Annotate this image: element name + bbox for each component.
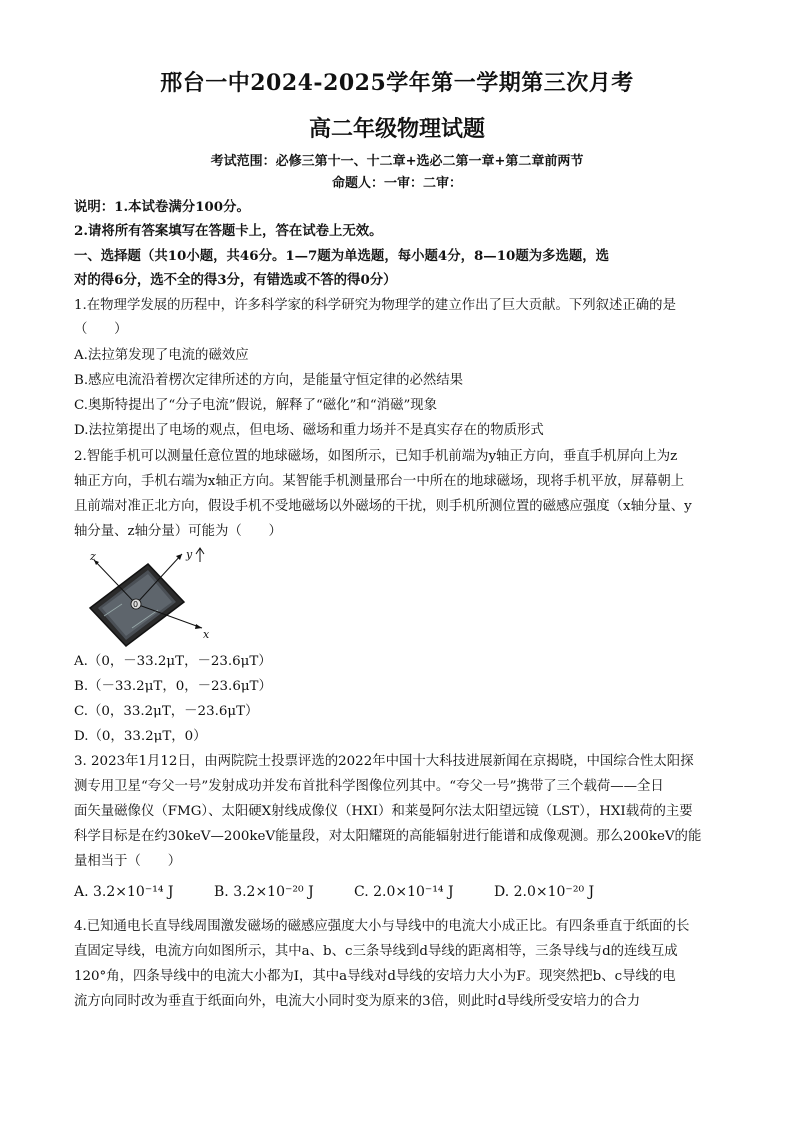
- q2-option-c: C.（0，33.2μT，－23.6μT）: [74, 704, 259, 719]
- q2-stem-line-3: 且前端对准正北方向，假设手机不受地磁场以外磁场的干扰，则手机所测位置的磁感应强度（x轴分量、y: [74, 499, 692, 514]
- q4-stem-line-2: 直固定导线，电流方向如图所示，其中a、b、c三条导线到d导线的距离相等，三条导线与d的连线互成: [74, 944, 678, 959]
- q3-stem-line-4: 科学目标是在约30keV—200keV能量段，对太阳耀斑的高能辐射进行能谱和成像观测。那么200keV的能: [74, 829, 702, 844]
- exam-scope: 考试范围：必修三第十一、十二章+选必二第一章+第二章前两节: [210, 154, 584, 169]
- q1-option-a: A.法拉第发现了电流的磁效应: [74, 348, 249, 363]
- q4-stem-line-3: 120°角，四条导线中的电流大小都为I，其中a导线对d导线的安培力大小为F。现突然把b、c导线的电: [74, 969, 676, 984]
- q3-stem-line-5: 量相当于（ ）: [74, 854, 182, 869]
- q4-stem-line-1: 4.已知通电长直导线周围激发磁场的磁感应强度大小与导线中的电流大小成正比。有四条垂直于纸面的长: [74, 919, 690, 934]
- q1-option-c: C.奥斯特提出了“分子电流”假说，解释了“磁化”和“消磁”现象: [74, 398, 438, 413]
- q2-option-a: A.（0，－33.2μT，－23.6μT）: [74, 654, 272, 669]
- q2-option-b: B.（－33.2μT，0，－23.6μT）: [74, 679, 272, 694]
- exam-subtitle: 高二年级物理试题: [308, 116, 485, 142]
- q3-option-d: D. 2.0×10⁻²⁰ J: [494, 884, 595, 900]
- x-axis-label: x: [203, 628, 210, 641]
- note-1: 说明：1.本试卷满分100分。: [74, 199, 250, 215]
- q2-stem-line-2: 轴正方向，手机右端为x轴正方向。某智能手机测量邢台一中所在的地球磁场，现将手机平放，屏幕朝上: [74, 474, 685, 489]
- north-arrow-icon: [196, 548, 204, 562]
- note-2: 2.请将所有答案填写在答题卡上，答在试卷上无效。: [74, 223, 383, 239]
- q3-option-b: B. 3.2×10⁻²⁰ J: [214, 884, 314, 900]
- q3-stem-line-1: 3. 2023年1月12日，由两院院士投票评选的2022年中国十大科技进展新闻在京揭晓，中国综合性太阳探: [74, 754, 694, 769]
- q3-stem-line-2: 测专用卫星“夸父一号”发射成功并发布首批科学图像位列其中。“夸父一号”携带了三个载荷——全日: [74, 779, 664, 794]
- z-axis-label: z: [90, 550, 96, 563]
- phone-axes-figure: [82, 546, 212, 650]
- q2-option-d: D.（0，33.2μT，0）: [74, 729, 207, 744]
- q2-stem-line-1: 2.智能手机可以测量任意位置的地球磁场，如图所示，已知手机前端为y轴正方向，垂直手机屏向上为z: [74, 449, 678, 464]
- q4-stem-line-4: 流方向同时改为垂直于纸面向外，电流大小同时变为原来的3倍，则此时d导线所受安培力的合力: [74, 994, 641, 1009]
- section-heading-line-2: 对的得6分，选不全的得3分，有错选或不答的得0分）: [74, 272, 397, 288]
- q1-option-b: B.感应电流沿着楞次定律所述的方向，是能量守恒定律的必然结果: [74, 373, 464, 388]
- exam-title: 邢台一中2024-2025学年第一学期第三次月考: [160, 70, 634, 96]
- q2-stem-line-4: 轴分量、z轴分量）可能为（ ）: [74, 524, 282, 539]
- q3-option-a: A. 3.2×10⁻¹⁴ J: [74, 884, 174, 900]
- q1-option-d: D.法拉第提出了电场的观点，但电场、磁场和重力场并不是真实存在的物质形式: [74, 423, 544, 438]
- exam-setter: 命题人：一审：二审：: [331, 176, 462, 191]
- q3-stem-line-3: 面矢量磁像仪（FMG）、太阳硬X射线成像仪（HXI）和莱曼阿尔法太阳望远镜（LST），HXI载荷的主要: [74, 804, 693, 819]
- section-heading-line-1: 一、选择题（共10小题，共46分。1—7题为单选题，每小题4分，8—10题为多选题，选: [74, 248, 610, 264]
- origin-label: 0: [133, 600, 139, 609]
- q3-option-c: C. 2.0×10⁻¹⁴ J: [354, 884, 454, 900]
- q1-stem-line-1: 1.在物理学发展的历程中，许多科学家的科学研究为物理学的建立作出了巨大贡献。下列叙述正确的是: [74, 298, 676, 313]
- q1-stem-line-2: （ ）: [74, 322, 128, 337]
- y-axis-label: y: [186, 548, 193, 561]
